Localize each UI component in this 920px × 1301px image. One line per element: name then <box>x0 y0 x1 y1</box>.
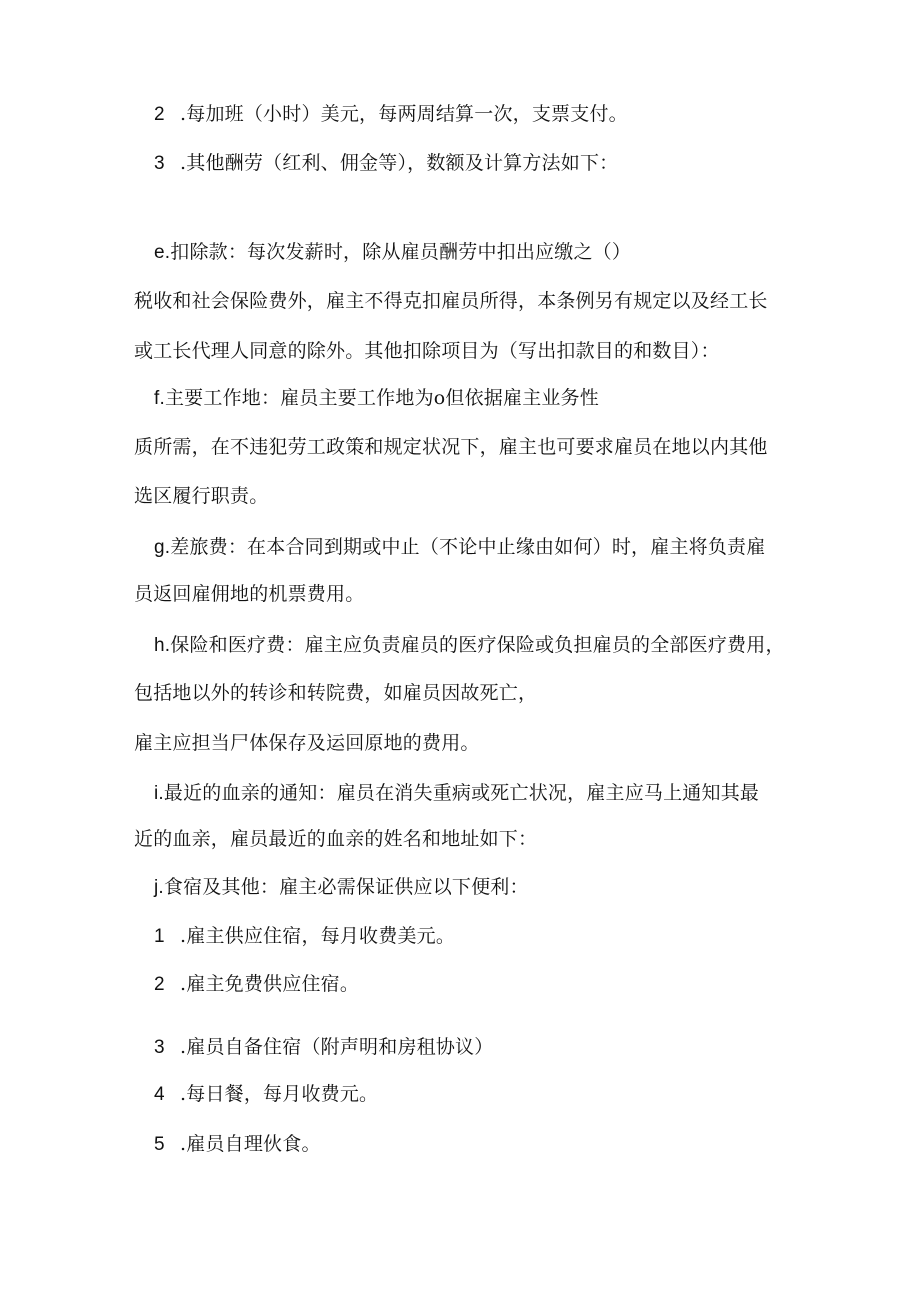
clause-h-line-1 <box>154 632 834 659</box>
list-item-own-lodging <box>154 1034 834 1061</box>
item-text: .雇员自理伙食。 <box>180 1133 321 1155</box>
clause-f-line-3 <box>134 483 814 509</box>
list-item-paid-lodging <box>154 923 834 950</box>
clause-text: 质所需，在不违犯劳工政策和规定状况下，雇主也可要求雇员在地以内其他 <box>134 436 768 458</box>
clause-text: 员返回雇佣地的机票费用。 <box>134 583 365 605</box>
list-item-free-lodging <box>154 971 834 998</box>
clause-text: 或工长代理人同意的除外。其他扣除项目为（写出扣款目的和数目）： <box>134 340 720 362</box>
clause-h-line-2 <box>134 680 814 706</box>
item-number: 2 <box>154 974 165 995</box>
clause-letter: h. <box>154 635 171 656</box>
clause-g-line-1 <box>154 534 834 561</box>
clause-text: 近的血亲，雇员最近的血亲的姓名和地址如下： <box>134 828 538 850</box>
item-number: 4 <box>154 1084 165 1105</box>
clause-letter: i. <box>154 783 164 804</box>
clause-e-line-2 <box>134 288 814 314</box>
list-item-meals <box>154 1081 834 1108</box>
clause-i-line-2 <box>134 826 814 852</box>
item-number: 1 <box>154 926 165 947</box>
item-number: 3 <box>154 1037 165 1058</box>
clause-text: 最近的血亲的通知：雇员在消失重病或死亡状况，雇主应马上通知其最 <box>163 782 760 804</box>
clause-letter: e. <box>154 242 171 263</box>
clause-g-line-2 <box>134 581 814 607</box>
item-text: .每加班（小时）美元，每两周结算一次，支票支付。 <box>180 103 628 125</box>
item-text: .雇主免费供应住宿。 <box>180 973 360 995</box>
clause-letter: g. <box>154 537 171 558</box>
list-item-overtime <box>154 101 834 128</box>
clause-text: 雇主应担当尸体保存及运回原地的费用。 <box>134 732 480 754</box>
clause-i-line-1 <box>154 780 834 807</box>
clause-letter: j. <box>154 877 164 898</box>
item-text: .每日餐，每月收费元。 <box>180 1083 379 1105</box>
list-item-other-pay <box>154 150 834 177</box>
item-number: 5 <box>154 1134 165 1155</box>
clause-letter: f. <box>154 388 165 409</box>
clause-h-line-3 <box>134 730 814 756</box>
item-text: .雇员自备住宿（附声明和房租协议） <box>180 1036 494 1058</box>
list-item-own-meals <box>154 1131 834 1158</box>
clause-e-line-1 <box>154 239 834 266</box>
clause-f-line-2 <box>134 434 814 460</box>
clause-text: 主要工作地：雇员主要工作地为o但依据雇主业务性 <box>164 387 600 409</box>
clause-text: 保险和医疗费：雇主应负责雇员的医疗保险或负担雇员的全部医疗费用， <box>170 634 785 656</box>
clause-text: 扣除款：每次发薪时，除从雇员酬劳中扣出应缴之（） <box>170 241 632 263</box>
item-text: .其他酬劳（红利、佣金等），数额及计算方法如下： <box>180 152 619 174</box>
clause-text: 税收和社会保险费外，雇主不得克扣雇员所得，本条例另有规定以及经工长 <box>134 290 768 312</box>
clause-j-line-1 <box>154 874 834 901</box>
clause-text: 选区履行职责。 <box>134 485 269 507</box>
clause-text: 包括地以外的转诊和转院费，如雇员因故死亡， <box>134 682 538 704</box>
item-text: .雇主供应住宿，每月收费美元。 <box>180 925 456 947</box>
item-number: 2 <box>154 104 165 125</box>
clause-text: 食宿及其他：雇主必需保证供应以下便利： <box>163 876 529 898</box>
clause-text: 差旅费：在本合同到期或中止（不论中止缘由如何）时，雇主将负责雇 <box>170 536 766 558</box>
item-number: 3 <box>154 153 165 174</box>
clause-e-line-3 <box>134 338 814 364</box>
clause-f-line-1 <box>154 385 834 412</box>
